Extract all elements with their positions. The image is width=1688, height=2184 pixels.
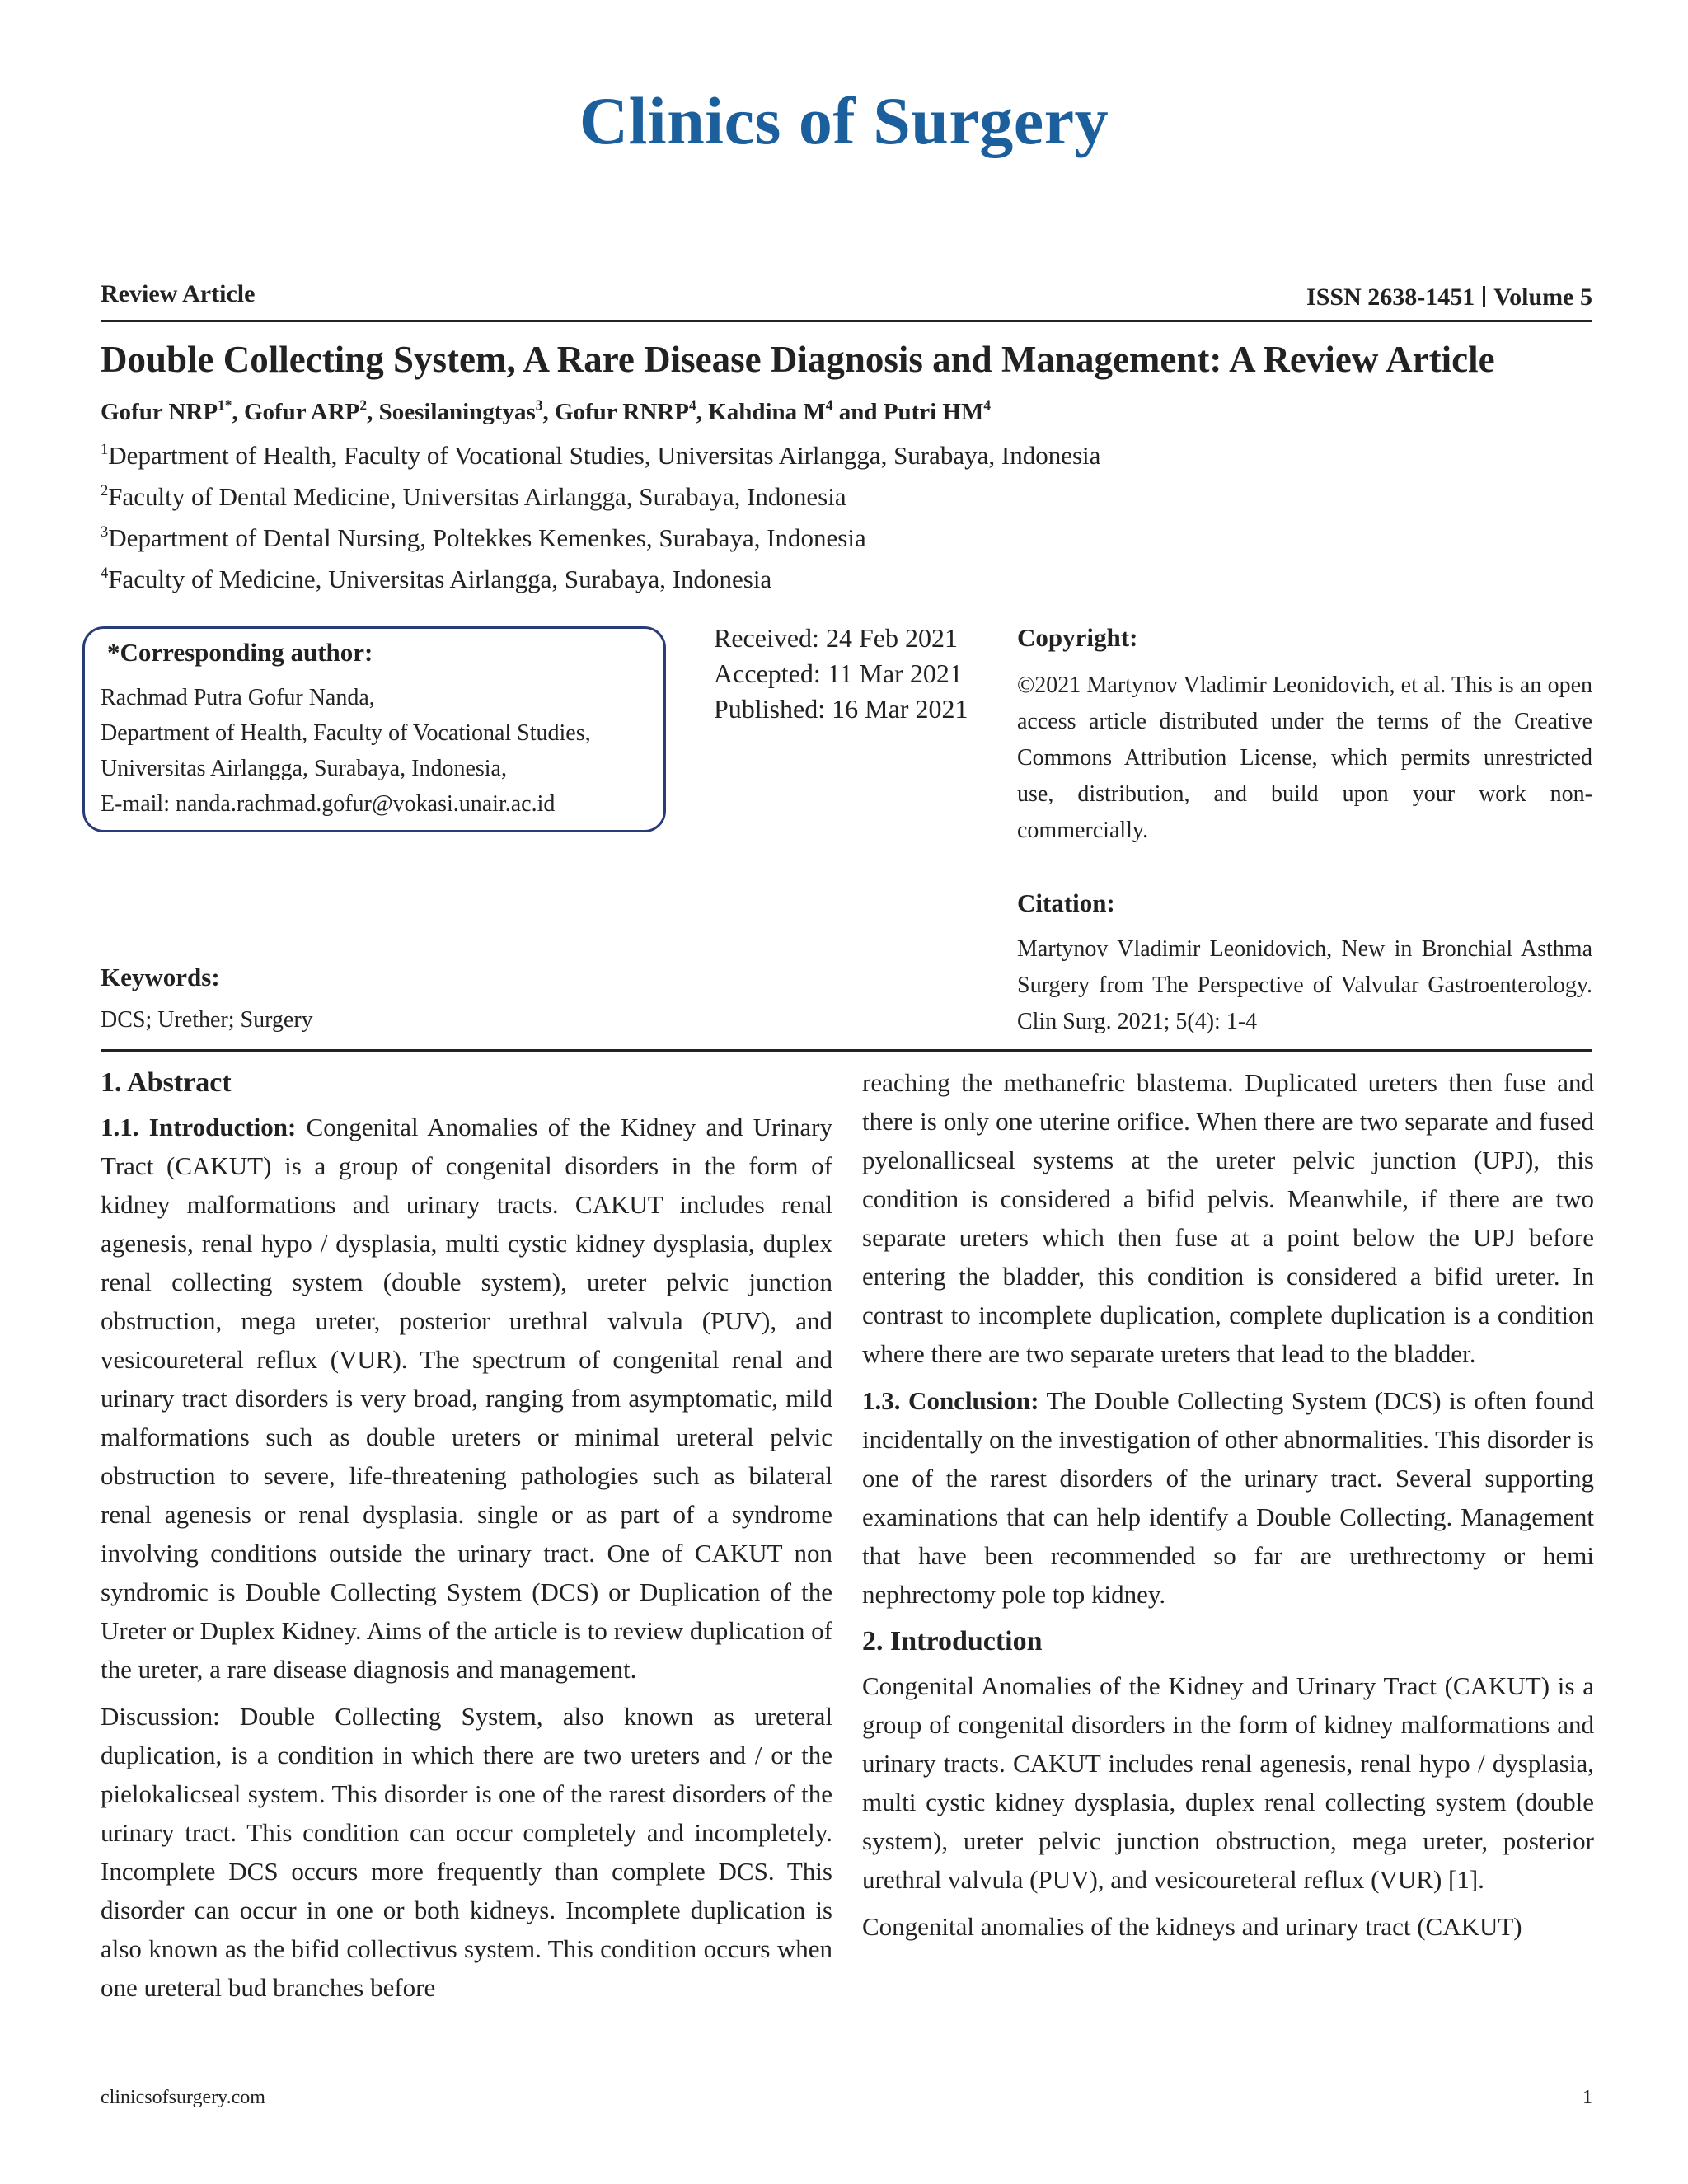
introduction-heading: 2. Introduction	[862, 1626, 1043, 1657]
author: Gofur ARP$^2$,	[243, 396, 379, 425]
abstract-conclusion-text: The Double Collecting System (DCS) is often found incidentally on the investigation of other abnormalities. This disorder is one of the rarest disorders of the urinary tract. Several supporting examinations that can help identify a Double Collecting. Management that have been recommended so far are urethrectomy or hemi nephrectomy pole top kidney.	[862, 1386, 1594, 1609]
right-column	[862, 1063, 1594, 1954]
citation-heading: Citation:	[1017, 888, 1115, 917]
affiliation-4: $^4$Faculty of Medicine, Universitas Airlangga, Surabaya, Indonesia	[101, 564, 772, 593]
abstract-conclusion-lead: 1.3. Conclusion:	[862, 1386, 1039, 1415]
keywords-heading: Keywords:	[101, 963, 220, 991]
volume: Volume 5	[1493, 284, 1592, 311]
author: Gofur $NRP^{1*}$,	[101, 396, 244, 425]
accepted-date: Accepted: 11 Mar 2021	[714, 658, 963, 688]
affiliation-1: $^1$Department of Health, Faculty of Vocational Studies, Universitas Airlangga, Surabaya, Indonesia	[101, 440, 1101, 470]
corresponding-author-email[interactable]: E-mail: nanda.rachmad.gofur@vokasi.unair.ac.id	[101, 791, 556, 817]
copyright-text: ©2021 Martynov Vladimir Leonidovich, et al. This is an open access article distributed under the terms of the Creative Commons Attribution License, which permits unrestricted use, distribution, and build upon your work non-commercially.	[1017, 673, 1592, 843]
introduction-paragraph-1: Congenital Anomalies of the Kidney and Urinary Tract (CAKUT) is a group of congenital disorders in the form of kidney malformations and urinary tracts. CAKUT includes renal agenesis, renal hypo / dysplasia, multi cystic kidney dysplasia, duplex renal collecting system (double system), ureter pelvic junction obstruction, mega ureter, posterior urethral valvula (PUV), and vesicoureteral reflux (VUR) [1].	[862, 1671, 1594, 1894]
issn: ISSN 2638-1451	[1306, 284, 1475, 311]
corresponding-author-name: Rachmad Putra Gofur Nanda,	[101, 685, 375, 710]
copyright-heading: Copyright:	[1017, 623, 1138, 652]
left-column	[101, 1063, 832, 2015]
abstract-introduction-text: Congenital Anomalies of the Kidney and Urinary Tract (CAKUT) is a group of congenital disorders in the form of kidney malformations and urinary tracts. CAKUT includes renal agenesis, renal hypo / dysplasia, multi cystic kidney dysplasia, duplex renal collecting system (double system), ureter pelvic junction obstruction, mega ureter, posterior urethral valvula (PUV), and vesicoureteral reflux (VUR). The spectrum of congenital renal and urinary tract disorders is very broad, ranging from asymptomatic, mild malformations such as double ureters or minimal ureteral pelvic obstruction to severe, life-threatening pathologies such as bilateral renal agenesis or renal dysplasia. single or as part of a syndrome involving conditions outside the urinary tract. One of CAKUT non syndromic is Double Collecting System (DCS) or Duplication of the Ureter or Duplex Kidney. Aims of the article is to review duplication of the ureter, a rare disease diagnosis and management.	[101, 1113, 832, 1684]
abstract-heading: 1. Abstract	[101, 1067, 232, 1098]
published-date: Published: 16 Mar 2021	[714, 694, 968, 724]
footer-website[interactable]: clinicsofsurgery.com	[101, 2087, 265, 2108]
corresponding-author-institution: Universitas Airlangga, Surabaya, Indonesia,	[101, 756, 507, 781]
section-divider	[101, 1049, 1592, 1052]
received-date: Received: 24 Feb 2021	[714, 623, 958, 653]
affiliation-2: $^2$Faculty of Dental Medicine, Universitas Airlangga, Surabaya, Indonesia	[101, 481, 846, 511]
author: Putri $HM^4$	[883, 396, 992, 425]
article-type: Review Article	[101, 280, 256, 307]
separator-bar	[1483, 286, 1485, 307]
author: Gofur RNRP$^4$,	[554, 396, 709, 425]
abstract-introduction	[101, 1108, 832, 1689]
abstract-introduction-lead: 1.1. Introduction:	[101, 1113, 297, 1141]
article-header-row	[101, 280, 1592, 322]
citation-text: Martynov Vladimir Leonidovich, New in Bronchial Asthma Surgery from The Perspective of Valvular Gastroenterology. Clin Surg. 2021; 5(4): 1-4	[1017, 936, 1592, 1034]
author: Soesilaningtyas$^3$,	[378, 396, 555, 425]
abstract-conclusion	[862, 1381, 1594, 1614]
abstract-discussion-continued: reaching the methanefric blastema. Duplicated ureters then fuse and there is only one uterine orifice. When there are two separate and fused pyelonallicseal systems at the ureter pelvic junction (UPJ), this condition is considered a bifid pelvis. Meanwhile, if there are two separate ureters which then fuse at a point below the UPJ before entering the bladder, this condition is considered a bifid ureter. In contrast to incomplete duplication, complete duplication is a condition where there are two separate ureters that lead to the bladder.	[862, 1068, 1594, 1368]
corresponding-author-dept: Department of Health, Faculty of Vocational Studies,	[101, 720, 591, 746]
article-title: Double Collecting System, A Rare Disease Diagnosis and Management: A Review Article	[101, 339, 1495, 380]
introduction-paragraph-2: Congenital anomalies of the kidneys and urinary tract (CAKUT)	[862, 1912, 1522, 1941]
journal-title: Clinics of Surgery	[579, 83, 1109, 158]
affiliation-3: $^3$Department of Dental Nursing, Poltekkes Kemenkes, Surabaya, Indonesia	[101, 523, 866, 552]
author: Kahdina $M^4$ and	[708, 396, 884, 425]
corresponding-author-heading: *Corresponding author:	[107, 638, 373, 667]
abstract-discussion: Discussion: Double Collecting System, also known as ureteral duplication, is a condition in which there are two ureters and / or the pielokalicseal system. This disorder is one of the rarest disorders of the urinary tract. This condition can occur completely and incompletely. Incomplete DCS occurs more frequently than complete DCS. This disorder can occur in one or both kidneys. Incomplete duplication is also known as the bifid collectivus system. This condition occurs when one ureteral bud branches before	[101, 1702, 832, 2002]
issn-volume	[1306, 284, 1592, 312]
keywords-text: DCS; Urether; Surgery	[101, 1007, 313, 1033]
page-number: 1	[1582, 2087, 1592, 2108]
author-list	[101, 396, 992, 426]
